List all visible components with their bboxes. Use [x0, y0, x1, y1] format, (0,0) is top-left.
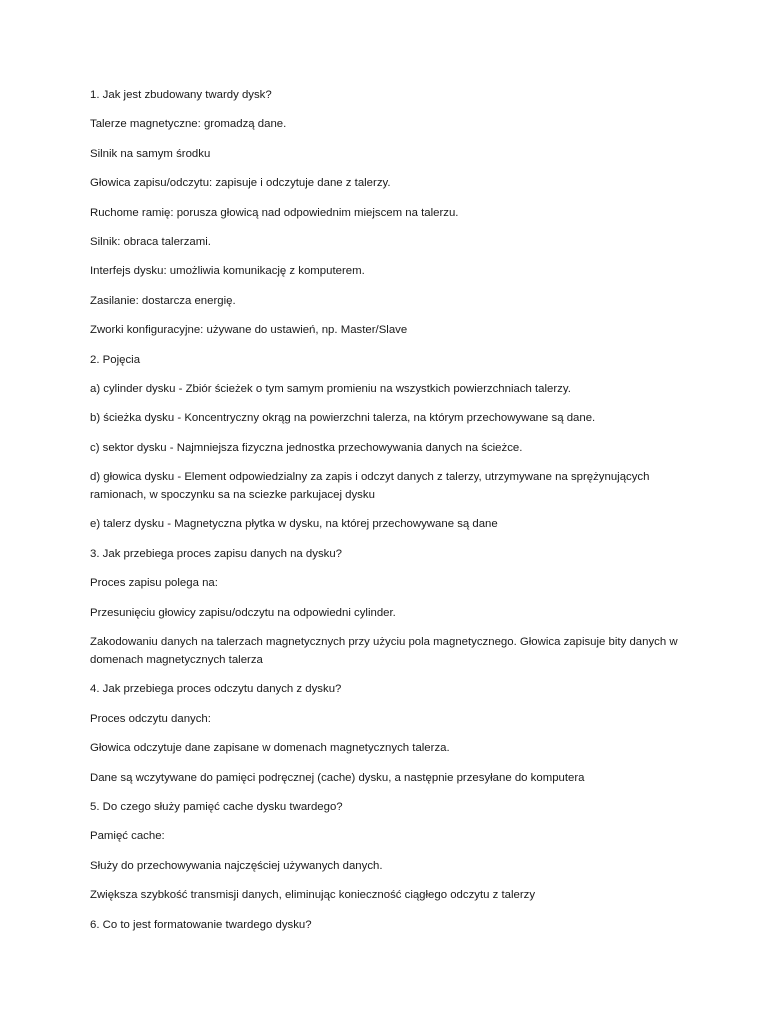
definition-line: a) cylinder dysku - Zbiór ścieżek o tym samym promieniu na wszystkich powierzchniach talerzy.: [90, 382, 571, 395]
question-heading: 2. Pojęcia: [90, 353, 141, 366]
question-heading: 4. Jak przebiega proces odczytu danych z dysku?: [90, 683, 342, 696]
definition-line: d) głowica dysku - Element odpowiedzialny za zapis i odczyt danych z talerzy, utrzymywane na sprężynujących ramionach, w spoczynku sa na sciezke parkujacej dysku: [90, 471, 650, 502]
answer-line: Głowica zapisu/odczytu: zapisuje i odczytuje dane z talerzy.: [90, 177, 391, 190]
answer-line: Silnik na samym środku: [90, 147, 211, 160]
question-heading: 1. Jak jest zbudowany twardy dysk?: [90, 89, 272, 101]
answer-line: Interfejs dysku: umożliwia komunikację z komputerem.: [90, 265, 365, 278]
definition-line: b) ścieżka dysku - Koncentryczny okrąg na powierzchni talerza, na którym przechowywane są dane.: [90, 412, 596, 425]
question-heading: 5. Do czego służy pamięć cache dysku twardego?: [90, 800, 343, 813]
answer-line: Zworki konfiguracyjne: używane do ustawień, np. Master/Slave: [90, 324, 408, 337]
definition-line: c) sektor dysku - Najmniejsza fizyczna jednostka przechowywania danych na ścieżce.: [90, 441, 523, 454]
answer-line: Proces zapisu polega na:: [90, 577, 218, 590]
answer-line: Służy do przechowywania najczęściej używanych danych.: [90, 859, 383, 872]
answer-line: Zakodowaniu danych na talerzach magnetycznych przy użyciu pola magnetycznego. Głowica zapisuje bity danych w domenach magnetycznych talerza: [90, 636, 678, 667]
answer-line: Talerze magnetyczne: gromadzą dane.: [90, 118, 287, 131]
answer-line: Dane są wczytywane do pamięci podręcznej (cache) dysku, a następnie przesyłane do komputera: [90, 771, 585, 784]
document-page: [90, 86, 690, 945]
question-heading: 3. Jak przebiega proces zapisu danych na dysku?: [90, 547, 343, 560]
answer-line: Zwiększa szybkość transmisji danych, eliminując konieczność ciągłego odczytu z talerzy: [90, 889, 536, 902]
answer-line: Proces odczytu danych:: [90, 712, 211, 725]
answer-line: Przesunięciu głowicy zapisu/odczytu na odpowiedni cylinder.: [90, 606, 396, 619]
answer-line: Zasilanie: dostarcza energię.: [90, 294, 236, 307]
definition-line: e) talerz dysku - Magnetyczna płytka w dysku, na której przechowywane są dane: [90, 518, 498, 531]
question-heading: 6. Co to jest formatowanie twardego dysku?: [90, 918, 312, 931]
answer-line: Ruchome ramię: porusza głowicą nad odpowiednim miejscem na talerzu.: [90, 206, 459, 219]
answer-line: Głowica odczytuje dane zapisane w domenach magnetycznych talerza.: [90, 742, 450, 755]
answer-line: Pamięć cache:: [90, 830, 165, 843]
answer-line: Silnik: obraca talerzami.: [90, 235, 211, 248]
